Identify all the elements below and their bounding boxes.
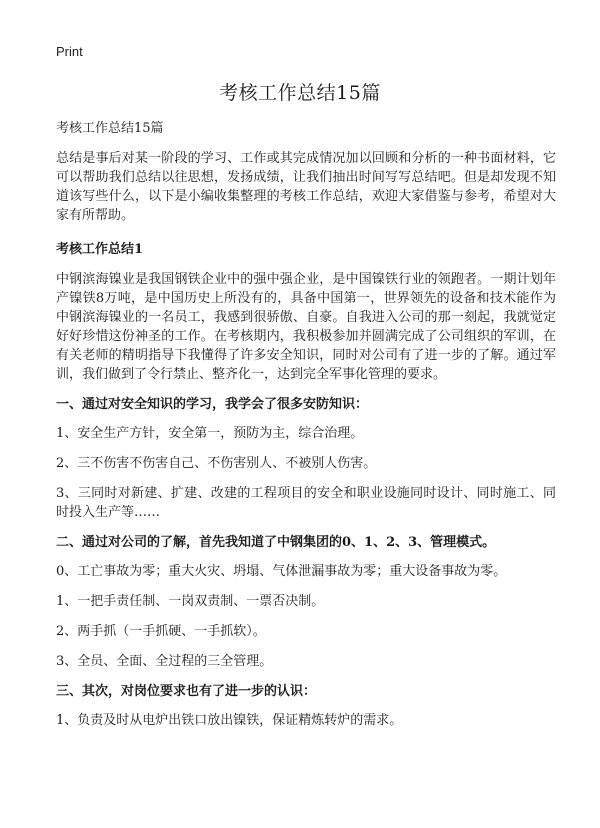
part3-heading: 三、其次，对岗位要求也有了进一步的认识： — [56, 684, 317, 699]
print-link[interactable]: Print — [56, 44, 83, 59]
list-item: 1、负责及时从电炉出铁口放出镍铁，保证精炼转炉的需求。 — [56, 713, 403, 728]
part2-heading: 二、通过对公司的了解，首先我知道了中钢集团的0、1、2、3、管理模式。 — [56, 535, 496, 550]
document-subtitle: 考核工作总结15篇 — [56, 121, 164, 136]
intro-paragraph: 总结是事后对某一阶段的学习、工作或其完成情况加以回顾和分析的一种书面材料，它可以帮助我们总结以往思想，发扬成绩，让我们抽出时间写写总结吧。但是却发现不知道该写些什么，以下是小编收集整理的考核工作总结，欢迎大家借鉴与参考，希望对大家有所帮助。 — [56, 151, 556, 223]
list-item: 3、全员、全面、全过程的三全管理。 — [56, 654, 273, 669]
section-heading: 考核工作总结1 — [56, 242, 144, 257]
list-item: 0、工亡事故为零；重大火灾、坍塌、气体泄漏事故为零；重大设备事故为零。 — [56, 564, 507, 579]
list-item: 3、三同时对新建、扩建、改建的工程项目的安全和职业设施同时设计、同时施工、同时投入生产等…… — [56, 486, 556, 520]
section-paragraph: 中钢滨海镍业是我国钢铁企业中的强中强企业，是中国镍铁行业的领跑者。一期计划年产镍铁8万吨，是中国历史上所没有的，具备中国第一，世界领先的设备和技术能作为中钢滨海镍业的一名员工，我感到很骄傲、自豪。自我进入公司的那一刻起，我就觉定好好珍惜这份神圣的工作。在考核期内，我积极参加并圆满完成了公司组织的军训，在有关老师的精明指导下我懂得了许多安全知识，同时对公司有了进一步的了解。通过军训，我们做到了令行禁止、整齐化一，达到完全军事化管理的要求。 — [56, 272, 556, 382]
part1-heading: 一、通过对安全知识的学习，我学会了很多安防知识： — [56, 397, 369, 412]
list-item: 2、两手抓（一手抓硬、一手抓软）。 — [56, 624, 266, 639]
list-item: 1、安全生产方针，安全第一，预防为主，综合治理。 — [56, 426, 364, 441]
list-item: 2、三不伤害不伤害自己、不伤害别人、不被别人伤害。 — [56, 456, 377, 471]
list-item: 1、一把手责任制、一岗双责制、一票否决制。 — [56, 594, 325, 609]
document-content — [56, 119, 556, 741]
page-title: 考核工作总结15篇 — [219, 82, 381, 104]
